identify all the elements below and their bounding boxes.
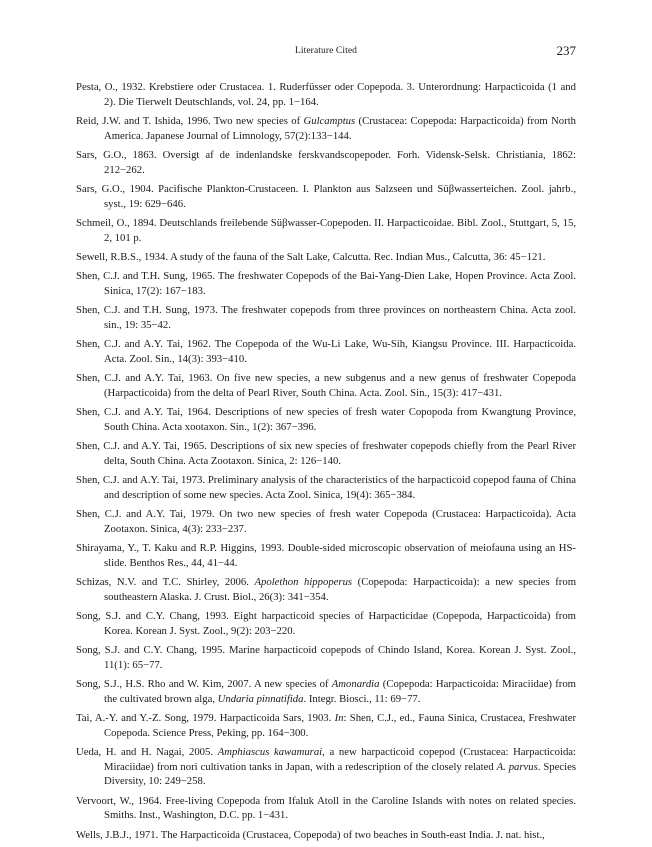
reference-entry [76,250,576,265]
reference-text: (Crustacea: Copepoda: Harpacticoida) from North America. Japanese Journal of Limnology, 57(2):133−144. [104,114,577,142]
reference-text: Shirayama, Y., T. Kaku and R.P. Higgins, 1993. Double-sided microscopic observation of meiofauna using an HS-slide. Benthos Res., 44, 41−44. [76,542,576,569]
reference-italic-text: Undaria pinnatifida [217,692,304,705]
reference-entry [76,507,576,536]
reference-italic-text: Gulcamptus [303,114,356,127]
reference-entry [76,473,576,502]
reference-text: Schmeil, O., 1894. Deutschlands freilebende Süβwasser-Copepoden. II. Harpacticoidae. Bibl. Zool., Stuttgart, 5, 15, 2, 101 p. [76,216,576,244]
reference-entry [76,371,576,400]
reference-text: Sewell, R.B.S., 1934. A study of the fauna of the Salt Lake, Calcutta. Rec. Indian Mus., Calcutta, 36: 45−121. [76,250,546,263]
reference-text: Shen, C.J. and A.Y. Tai, 1964. Descriptions of new species of fresh water Copopoda from Kwangtung Province, South China. Acta xootaxon. Sin., 1(2): 367−396. [76,406,576,433]
reference-text: Reid, J.W. and T. Ishida, 1996. Two new species of [76,114,304,127]
page-number: 237 [556,43,576,58]
reference-text: Song, S.J. and C.Y. Chang, 1995. Marine harpacticoid copepods of Chindo Island, Korea. Korean J. Syst. Zool., 11(1): 65−77. [76,644,576,671]
reference-text: Shen, C.J. and T.H. Sung, 1973. The freshwater copepods from three provinces on northeastern China. Acta zool. sin., 19: 35−42. [76,304,576,331]
reference-italic-text: Amphiascus kawamurai [217,746,323,759]
reference-text: : Shen, C.J., ed., Fauna Sinica, Crustacea, Freshwater Copepoda. Science Press, Peking, pp. 164−300. [104,712,577,739]
reference-text: Song, S.J., H.S. Rho and W. Kim, 2007. A new species of [76,678,332,691]
reference-text: Vervoort, W., 1964. Free-living Copepoda from Ifaluk Atoll in the Caroline Islands with notes on related species. Smiths. Inst., Washington, D.C. pp. 1−431. [76,794,576,822]
reference-entry [76,405,576,434]
reference-text: Shen, C.J. and T.H. Sung, 1965. The freshwater Copepods of the Bai-Yang-Dien Lake, Hopen Province. Acta Zool. Sinica, 17(2): 167−183. [76,270,576,297]
reference-entry [76,303,576,332]
reference-entry [76,794,576,823]
reference-text: Wells, J.B.J., 1971. The Harpacticoida (Crustacea, Copepoda) of two beaches in South-east India. J. nat. hist., [76,828,545,841]
reference-italic-text: Apolethon hippoperus [254,576,353,589]
reference-entry [76,575,576,604]
reference-entry [76,337,576,366]
reference-entry [76,677,576,706]
reference-text: Sars, G.O., 1904. Pacifische Plankton-Crustaceen. I. Plankton aus Salzseen und Süβwasserteichen. Zool. jahrb., syst., 19: 629−646. [76,182,576,210]
reference-entry [76,80,576,109]
reference-italic-text: In [334,712,344,725]
reference-text: . Species Diversity, 10: 249−258. [104,760,577,788]
reference-entry [76,541,576,570]
running-title: Literature Cited [294,46,357,56]
reference-list [76,80,576,847]
reference-text: Shen, C.J. and A.Y. Tai, 1973. Preliminary analysis of the characteristics of the harpacticoid copepod fauna of China and description of some new species. Acta Zool. Sinica, 19(4): 365−384. [76,474,576,501]
reference-text: (Copepoda: Harpacticoida: Miraciidae) from the cultivated brown alga, [104,678,576,705]
reference-entry [76,182,576,211]
reference-italic-text: Amonardia [331,678,380,691]
reference-text: Song, S.J. and C.Y. Chang, 1993. Eight harpacticoid species of Harpacticidae (Copepoda, Harpacticoida) from Korea. Korean J. Syst. Zool., 9(2): 203−220. [76,610,576,637]
reference-text: Shen, C.J. and A.Y. Tai, 1979. On two new species of fresh water Copepoda (Crustacea: Harpacticoida). Acta Zootaxon. Sinica, 4(3): 233−237. [76,508,576,535]
reference-entry [76,711,576,740]
reference-text: Shen, C.J. and A.Y. Tai, 1963. On five new species, a new subgenus and a new genus of freshwater Copepoda (Harpacticoida) from the delta of Pearl River, South China. Acta. Zool. Sin., 15(3): 417−431. [76,372,576,399]
reference-text: . Integr. Biosci., 11: 69−77. [303,692,421,705]
reference-entry [76,269,576,298]
reference-text: Sars, G.O., 1863. Oversigt af de indenlandske ferskvandscopepoder. Forh. Vidensk-Selsk. Christiania, 1862: 212−262. [76,148,576,176]
page-header [76,38,576,62]
reference-text: (Copepoda: Harpacticoida): a new species from southeastern Alaska. J. Crust. Biol., 26(3): 341−354. [104,576,577,603]
reference-entry [76,745,576,789]
reference-text: , a new harpacticoid copepod (Crustacea: Harpacticoida: Miraciidae) from nori cultivation tanks in Japan, with a redescription of the closely related [104,746,576,773]
reference-text: Schizas, N.V. and T.C. Shirley, 2006. [76,576,255,589]
reference-text: Ueda, H. and H. Nagai, 2005. [76,746,218,759]
reference-entry [76,609,576,638]
reference-italic-text: A. parvus [496,760,538,773]
reference-text: Shen, C.J. and A.Y. Tai, 1962. The Copepoda of the Wu-Li Lake, Wu-Sih, Kiangsu Province. III. Harpacticoida. Acta. Zool. Sin., 14(3): 393−410. [76,338,576,365]
reference-text: Pesta, O., 1932. Krebstiere oder Crustacea. 1. Ruderfüsser oder Copepoda. 3. Unterordnung: Harpacticoida (1 and 2). Die Tierwelt Deutschlands, vol. 24, pp. 1−164. [76,81,576,108]
reference-entry [76,439,576,468]
reference-text: Tai, A.-Y. and Y.-Z. Song, 1979. Harpacticoida Sars, 1903. [76,712,335,725]
reference-entry [76,643,576,672]
reference-text: Shen, C.J. and A.Y. Tai, 1965. Descriptions of six new species of freshwater copepods chiefly from the Pearl River delta, South China. Acta Zootaxon. Sinica, 2: 126−140. [76,440,576,467]
reference-entry [76,148,576,177]
reference-entry [76,216,576,245]
reference-entry [76,114,576,143]
